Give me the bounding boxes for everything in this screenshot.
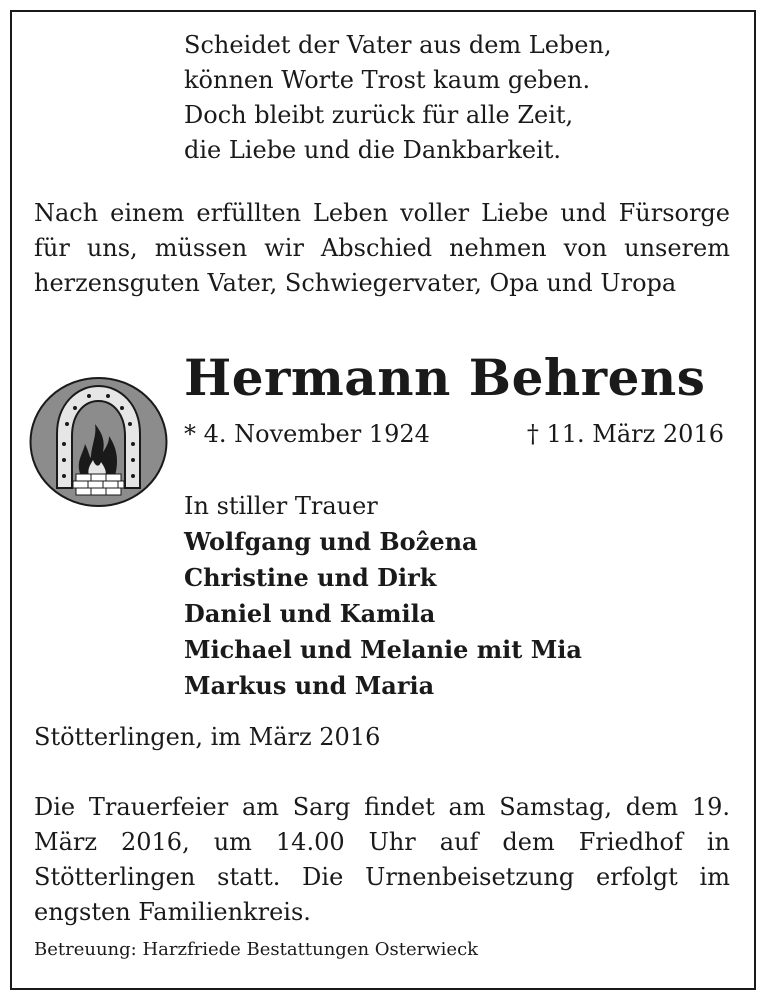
mourner-family: Markus und Maria xyxy=(184,671,435,700)
horseshoe-fire-emblem-icon xyxy=(29,376,168,508)
poem xyxy=(184,28,612,168)
mourner-family: Wolfgang und Boẑena xyxy=(184,527,478,556)
mourner-family: Daniel und Kamila xyxy=(184,599,436,628)
mourner-family: Christine und Dirk xyxy=(184,563,437,592)
poem-line: Doch bleibt zurück für alle Zeit, xyxy=(184,101,574,129)
mourners xyxy=(184,488,582,704)
poem-line: die Liebe und die Dankbarkeit. xyxy=(184,136,562,164)
mourners-heading: In stiller Trauer xyxy=(184,492,378,520)
poem-line: können Worte Trost kaum geben. xyxy=(184,66,591,94)
place-date: Stötterlingen, im März 2016 xyxy=(34,723,381,751)
birth-date: * 4. November 1924 xyxy=(184,420,430,448)
death-date: † 11. März 2016 xyxy=(526,420,724,448)
ceremony-text: Die Trauerfeier am Sarg findet am Samstag, dem 19. März 2016, um 14.00 Uhr auf dem Friedhof in Stötterlingen statt. Die Urnenbeisetzung erfolgt im engsten Familienkreis. xyxy=(34,793,730,926)
poem-line: Scheidet der Vater aus dem Leben, xyxy=(184,31,612,59)
funeral-home-credit: Betreuung: Harzfriede Bestattungen Osterwieck xyxy=(34,939,479,960)
deceased-name: Hermann Behrens xyxy=(184,348,706,407)
mourner-family: Michael und Melanie mit Mia xyxy=(184,635,582,664)
intro-text: Nach einem erfüllten Leben voller Liebe und Fürsorge für uns, müssen wir Abschied nehmen von unserem herzensguten Vater, Schwiegervater, Opa und Uropa xyxy=(34,199,730,297)
